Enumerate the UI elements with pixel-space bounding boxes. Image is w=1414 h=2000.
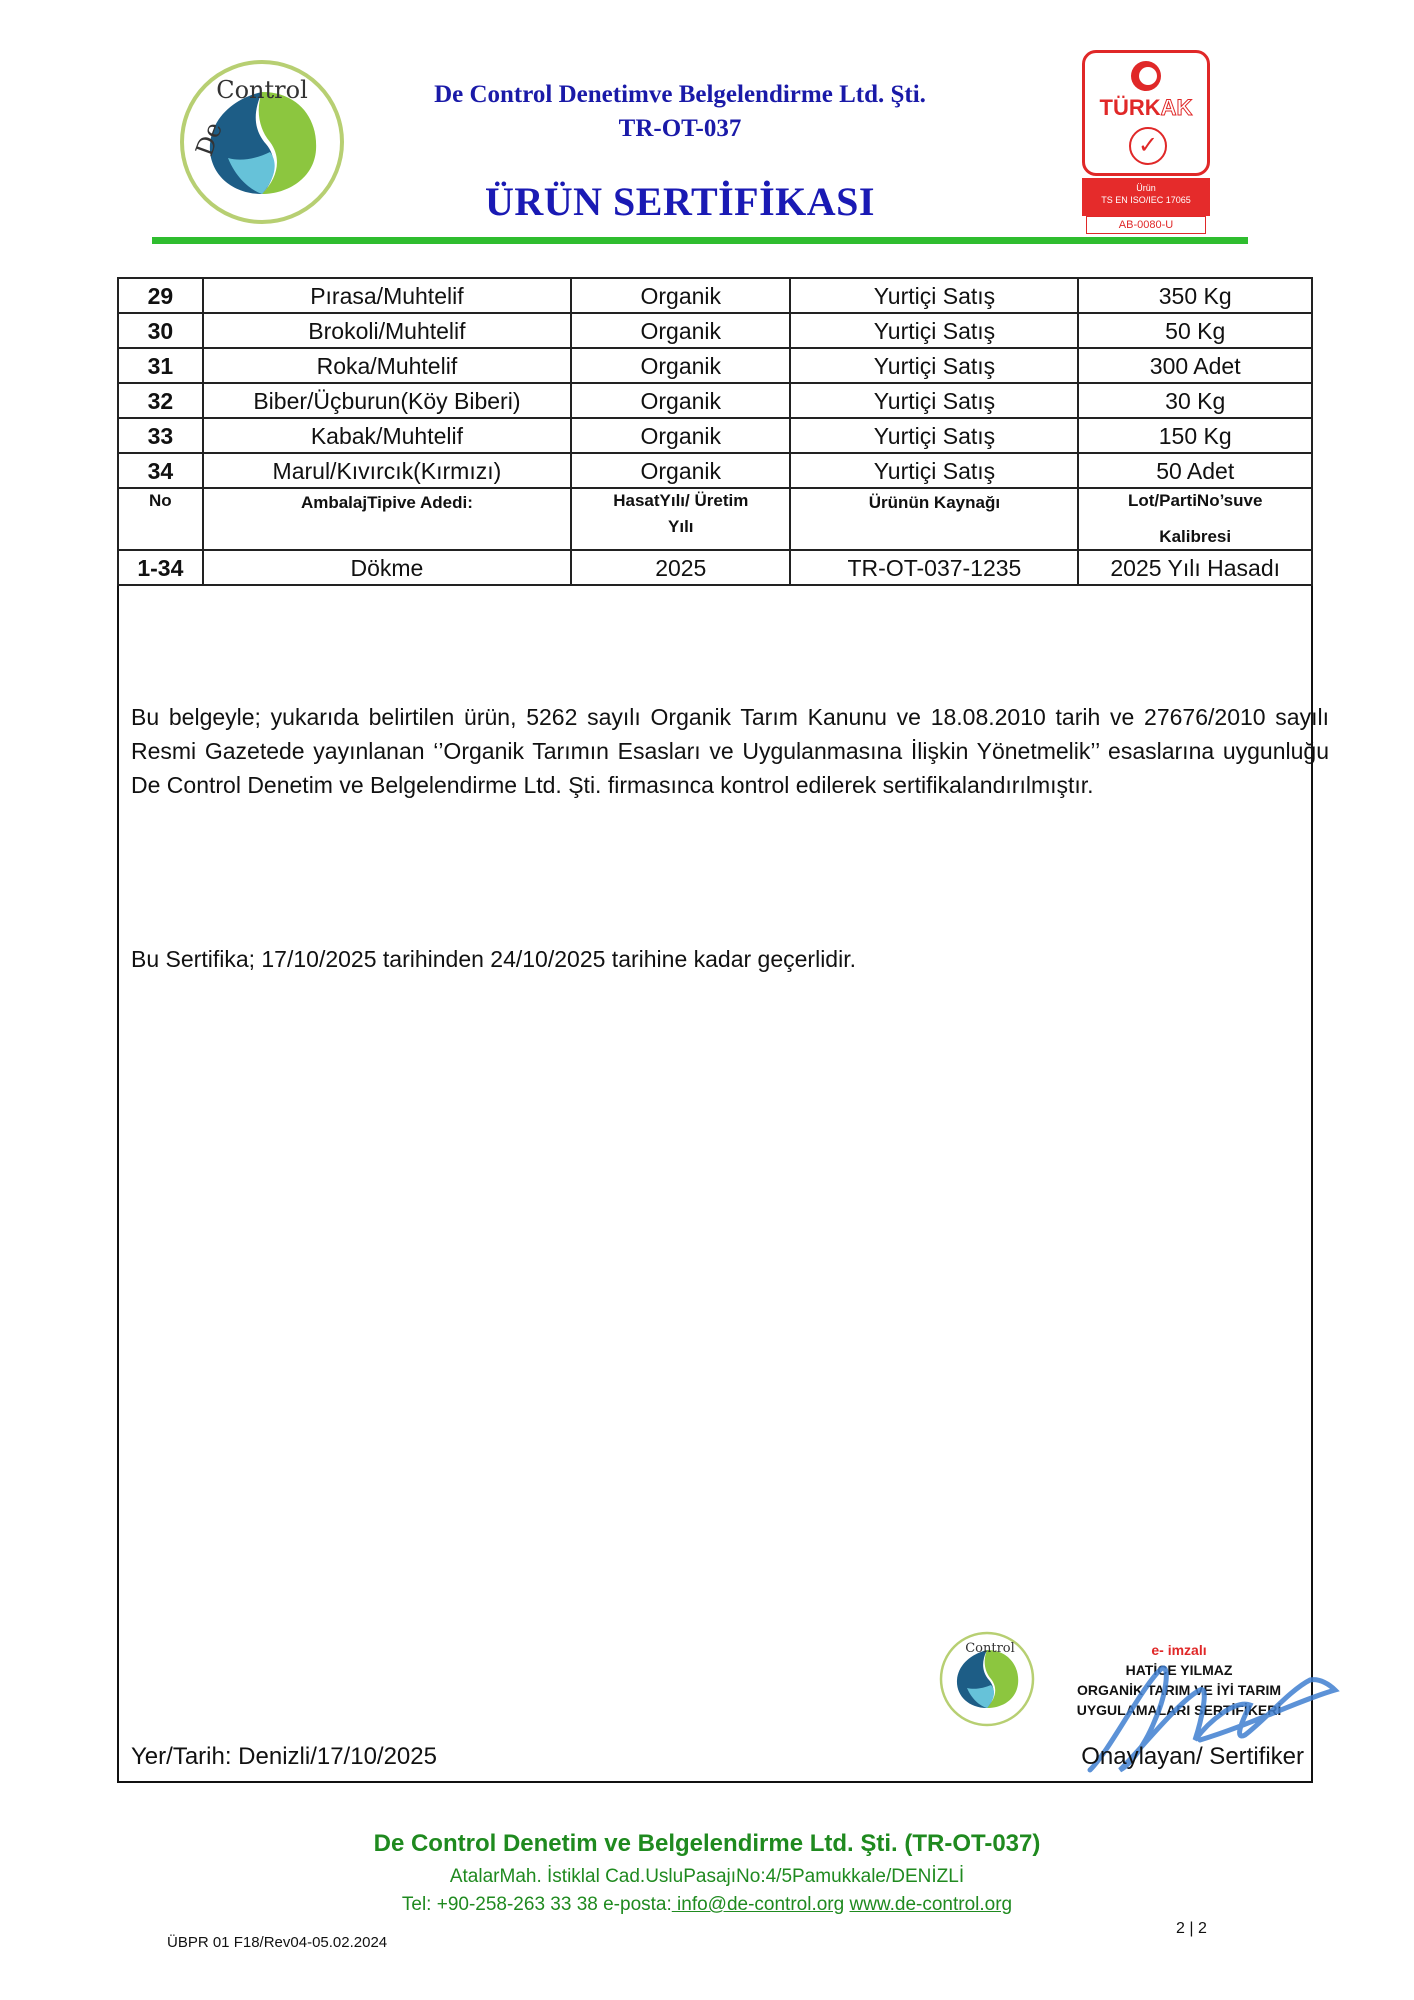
- item-type: Organik: [571, 383, 790, 418]
- accreditation-code: AB-0080-U: [1086, 216, 1206, 234]
- header-source: [790, 488, 1078, 550]
- header-lot-line2: Kalibresi: [1159, 527, 1232, 546]
- form-code: ÜBPR 01 F18/Rev04-05.02.2024: [167, 1934, 388, 1951]
- header-harvest-line1: HasatYılı/ Üretim: [613, 491, 749, 510]
- table-row: [118, 313, 1312, 348]
- company-name: De Control Denetimve Belgelendirme Ltd. Şti.: [434, 81, 926, 108]
- company-header: [380, 78, 980, 146]
- de-control-stamp-logo: [938, 1630, 1036, 1728]
- item-amount: 350 Kg: [1078, 278, 1312, 313]
- item-purpose: Yurtiçi Satış: [790, 453, 1078, 488]
- header-no: No: [118, 488, 203, 550]
- checkmark-icon: ✓: [1129, 127, 1167, 165]
- item-purpose: Yurtiçi Satış: [790, 278, 1078, 313]
- item-product: Biber/Üçburun(Köy Biberi): [203, 383, 571, 418]
- turkak-band-line2: TS EN ISO/IEC 17065: [1101, 195, 1191, 205]
- turkak-wordmark: TÜRKAK: [1099, 95, 1193, 120]
- item-no: 32: [118, 383, 203, 418]
- footer-address: AtalarMah. İstiklal Cad.UsluPasajıNo:4/5Pamukkale/DENİZLİ: [449, 1866, 965, 1887]
- table-row: [118, 383, 1312, 418]
- e-signed-label: e- imzalı: [1151, 1642, 1207, 1658]
- summary-row: [118, 550, 1312, 585]
- item-no: 29: [118, 278, 203, 313]
- item-type: Organik: [571, 278, 790, 313]
- header-lot-line1: Lot/PartiNo’suve: [1127, 491, 1263, 510]
- item-no: 33: [118, 418, 203, 453]
- place-date: Yer/Tarih: Denizli/17/10/2025: [131, 1743, 437, 1770]
- item-type: Organik: [571, 418, 790, 453]
- header-packaging: [203, 488, 571, 550]
- document-title: ÜRÜN SERTİFİKASI: [484, 179, 875, 224]
- crescent-icon: [1131, 61, 1161, 91]
- page-number: 2 | 2: [1176, 1920, 1207, 1937]
- certification-statement: Bu belgeyle; yukarıda belirtilen ürün, 5262 sayılı Organik Tarım Kanunu ve 18.08.2010 tarih ve 27676/2010 sayılı Resmi Gazetede yayınlanan ‘’Organik Tarımın Esasları ve Uygulanmasına İlişkin Yönetmelik’’ esaslarına uygunluğu De Control Denetim ve Belgelendirme Ltd. Şti. firmasınca kontrol edilerek sertifikalandırılmıştır.: [131, 704, 1329, 798]
- svg-text:Control: Control: [965, 1641, 1015, 1656]
- svg-text:De: De: [190, 118, 228, 160]
- approver-label: Onaylayan/ Sertifiker: [1081, 1743, 1304, 1770]
- table-row: [118, 348, 1312, 383]
- footer-company: De Control Denetim ve Belgelendirme Ltd. Şti. (TR-OT-037): [373, 1830, 1041, 1857]
- svg-text:Control: Control: [216, 76, 308, 104]
- header-packaging-label: AmbalajTipive Adedi:: [300, 493, 473, 512]
- validity-statement: Bu Sertifika; 17/10/2025 tarihinden 24/10/2025 tarihine kadar geçerlidir.: [131, 946, 856, 972]
- table-row: [118, 418, 1312, 453]
- item-amount: 50 Adet: [1078, 453, 1312, 488]
- item-amount: 300 Adet: [1078, 348, 1312, 383]
- table-row: [118, 453, 1312, 488]
- table-row: [118, 278, 1312, 313]
- de-control-logo: [178, 58, 346, 226]
- item-type: Organik: [571, 348, 790, 383]
- item-purpose: Yurtiçi Satış: [790, 313, 1078, 348]
- item-product: Pırasa/Muhtelif: [203, 278, 571, 313]
- signer-title-line1: ORGANİK TARIM VE İYİ TARIM: [1076, 1682, 1282, 1698]
- summary-lot: 2025 Yılı Hasadı: [1078, 550, 1312, 585]
- item-product: Kabak/Muhtelif: [203, 418, 571, 453]
- item-type: Organik: [571, 453, 790, 488]
- e-signature-block: [1044, 1640, 1314, 1720]
- website-link[interactable]: www.de-control.org: [849, 1894, 1013, 1915]
- company-code: TR-OT-037: [618, 115, 742, 142]
- summary-no: 1-34: [118, 550, 203, 585]
- item-product: Brokoli/Muhtelif: [203, 313, 571, 348]
- item-purpose: Yurtiçi Satış: [790, 418, 1078, 453]
- signer-name: HATİCE YILMAZ: [1125, 1662, 1233, 1678]
- summary-source: TR-OT-037-1235: [790, 550, 1078, 585]
- item-product: Roka/Muhtelif: [203, 348, 571, 383]
- item-amount: 30 Kg: [1078, 383, 1312, 418]
- item-no: 34: [118, 453, 203, 488]
- header-source-label: Ürünün Kaynağı: [868, 493, 1001, 512]
- summary-harvest: 2025: [571, 550, 790, 585]
- header-divider: [152, 237, 1248, 244]
- item-purpose: Yurtiçi Satış: [790, 348, 1078, 383]
- item-no: 31: [118, 348, 203, 383]
- turkak-accreditation-mark: [1082, 50, 1210, 236]
- item-no: 30: [118, 313, 203, 348]
- header-lot: [1078, 488, 1312, 550]
- header-harvest-line2: Yılı: [668, 517, 694, 536]
- item-product: Marul/Kıvırcık(Kırmızı): [203, 453, 571, 488]
- item-purpose: Yurtiçi Satış: [790, 383, 1078, 418]
- footer-phone: Tel: +90-258-263 33 38 e-posta:: [401, 1894, 672, 1915]
- email-link[interactable]: info@de-control.org: [671, 1894, 845, 1915]
- summary-header-row: [118, 488, 1312, 550]
- turkak-standard-band: [1082, 178, 1210, 216]
- header-harvest-year: [571, 488, 790, 550]
- item-amount: 150 Kg: [1078, 418, 1312, 453]
- item-amount: 50 Kg: [1078, 313, 1312, 348]
- footer-contact: [0, 1894, 1414, 1916]
- item-type: Organik: [571, 313, 790, 348]
- turkak-band-line1: Ürün: [1136, 183, 1156, 193]
- product-table: [117, 277, 1313, 586]
- summary-packaging: Dökme: [203, 550, 571, 585]
- signer-title-line2: UYGULAMALARI SERTİFİKERİ: [1076, 1702, 1282, 1718]
- turkak-badge: [1082, 50, 1210, 176]
